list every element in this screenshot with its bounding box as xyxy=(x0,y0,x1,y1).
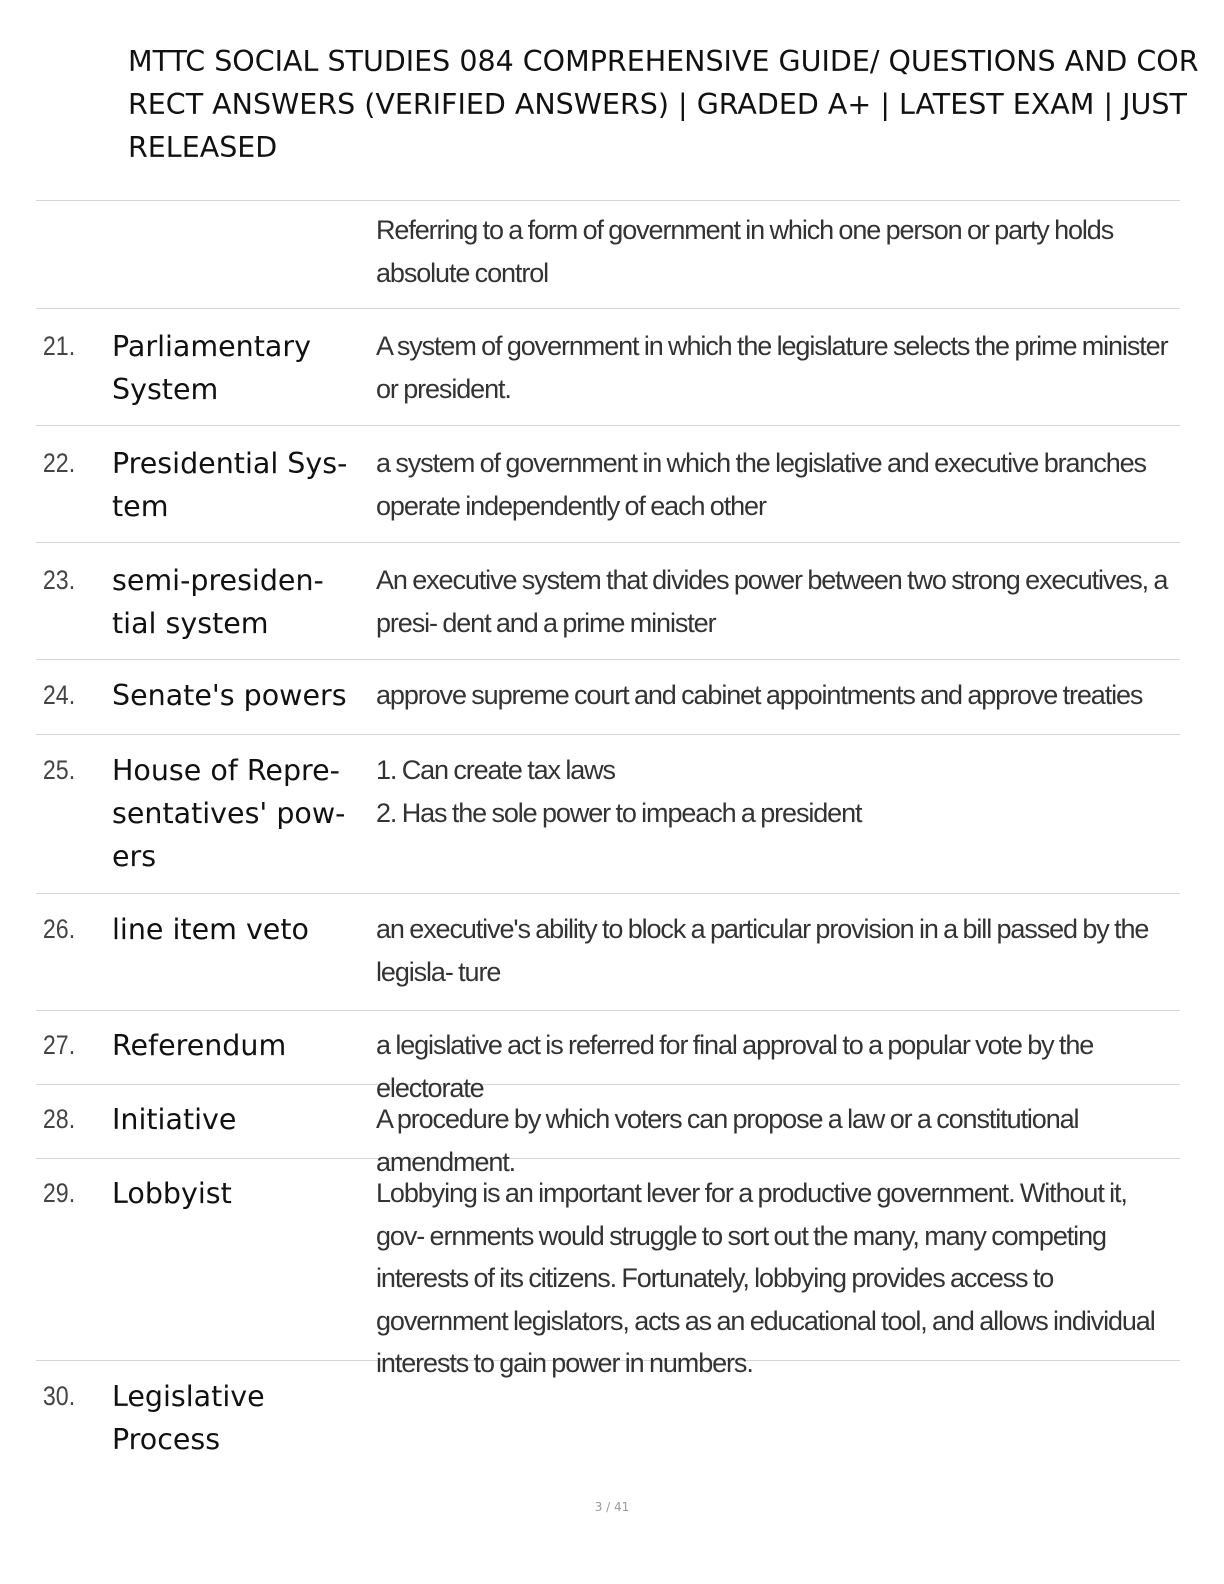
definition-line: An executive system that divides power between two strong executives, a presi- dent and a prime minister xyxy=(376,565,1168,638)
table-row xyxy=(36,542,1180,659)
row-definition xyxy=(376,1024,1180,1103)
row-number: 25. xyxy=(42,755,76,785)
row-definition xyxy=(376,1172,1180,1378)
definition-line: a system of government in which the legislative and executive branches operate independently of each other xyxy=(376,448,1146,521)
definition-line: Lobbying is an important lever for a productive government. Without it, gov- ernments would struggle to sort out the many, many competing interests of its citizens. Fortunately, lobbying provides access to government legislators, acts as an educational tool, and allows individual interests to gain power in numbers. xyxy=(376,1178,1155,1378)
flashcard-table xyxy=(36,200,1180,1470)
row-definition xyxy=(376,674,1180,734)
table-row xyxy=(36,308,1180,425)
table-row xyxy=(36,200,1180,308)
row-term: line item veto xyxy=(112,913,309,946)
definition-line: Referring to a form of government in which one person or party holds absolute control xyxy=(376,215,1114,288)
row-definition xyxy=(376,749,1180,893)
definition-line: a legislative act is referred for final approval to a popular vote by the electorate xyxy=(376,1030,1094,1103)
row-term: Senate's powers xyxy=(112,679,347,712)
row-definition xyxy=(376,1098,1180,1177)
row-number xyxy=(36,209,101,308)
definition-line: A system of government in which the legislature selects the prime minister or president. xyxy=(376,331,1168,404)
row-number: 29. xyxy=(42,1178,76,1208)
row-number: 26. xyxy=(42,914,76,944)
row-term: Initiative xyxy=(112,1103,237,1136)
table-row xyxy=(36,1360,1180,1470)
row-number: 24. xyxy=(42,680,76,710)
definition-line: 1. Can create tax laws xyxy=(376,755,615,785)
row-definition xyxy=(376,325,1180,425)
row-number: 30. xyxy=(42,1381,76,1411)
row-term: Presidential Sys- tem xyxy=(112,447,348,523)
definition-line: an executive's ability to block a particular provision in a bill passed by the legisla- ture xyxy=(376,914,1149,987)
row-term: Parliamentary System xyxy=(112,330,311,406)
row-number: 27. xyxy=(42,1030,76,1060)
row-definition xyxy=(376,908,1180,1010)
document-title: MTTC SOCIAL STUDIES 084 COMPREHENSIVE GUIDE/ QUESTIONS AND COR RECT ANSWERS (VERIFIED ANSWERS) | GRADED A+ | LATEST EXAM | JUST RELEASED xyxy=(128,45,1199,164)
row-term: semi-presiden- tial system xyxy=(112,564,324,640)
row-number: 23. xyxy=(42,565,76,595)
definition-line: A procedure by which voters can propose a law or a constitutional amendment. xyxy=(376,1104,1079,1177)
table-row xyxy=(36,659,1180,734)
row-number: 21. xyxy=(42,331,76,361)
row-term: Legislative Process xyxy=(112,1380,265,1456)
table-row xyxy=(36,425,1180,542)
row-number: 28. xyxy=(42,1104,76,1134)
table-row xyxy=(36,734,1180,893)
row-definition xyxy=(376,209,1180,308)
row-definition xyxy=(376,442,1180,542)
row-number: 22. xyxy=(42,448,76,478)
definition-line: 2. Has the sole power to impeach a president xyxy=(376,797,862,828)
row-term xyxy=(112,209,376,308)
row-term: Lobbyist xyxy=(112,1177,232,1210)
table-row xyxy=(36,893,1180,1010)
row-definition xyxy=(376,1375,1180,1470)
row-term: House of Repre- sentatives' pow- ers xyxy=(112,754,346,873)
page-indicator: 3 / 41 xyxy=(594,1500,630,1514)
row-definition xyxy=(376,559,1180,659)
table-row xyxy=(36,1010,1180,1103)
table-row xyxy=(36,1158,1180,1378)
definition-line: approve supreme court and cabinet appointments and approve treaties xyxy=(376,680,1143,710)
row-term: Referendum xyxy=(112,1029,287,1062)
